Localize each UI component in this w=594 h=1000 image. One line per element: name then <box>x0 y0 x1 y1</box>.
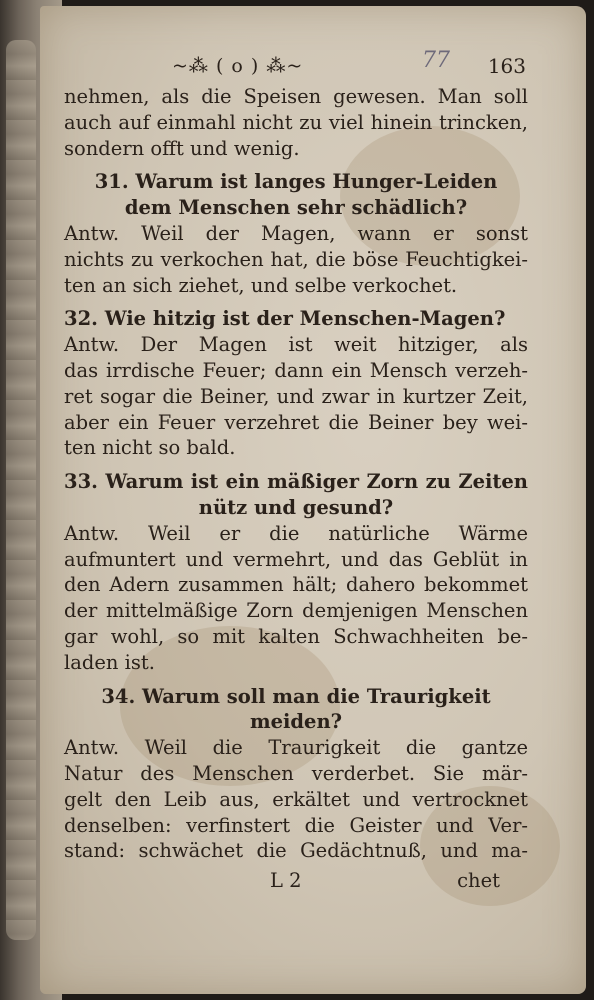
answer-line: gar wohl, so mit kalten Schwachheiten be- <box>64 624 528 648</box>
question-33 <box>64 469 528 675</box>
question-line: nütz und gesund? <box>198 495 394 519</box>
answer-line: gelt den Leib aus, erkältet und vertrocknet <box>64 787 528 811</box>
text-line: nehmen, als die Speisen gewesen. Man soll <box>64 85 528 108</box>
text-line: auch auf einmahl nicht zu viel hinein trincken, <box>64 110 528 134</box>
answer-line: ten nicht so bald. <box>64 436 236 460</box>
answer-line: nichts zu verkochen hat, die böse Feuchtigkei- <box>64 247 528 271</box>
answer-line: Antw. Weil die Traurigkeit die gantze <box>64 736 528 760</box>
answer-line: Natur des Menschen verderbet. Sie mär- <box>64 761 528 785</box>
question-line: 32. Wie hitzig ist der Menschen-Magen? <box>64 307 506 331</box>
answer-line: aber ein Feuer verzehret die Beiner bey wei- <box>64 410 528 434</box>
page-number: 163 <box>487 54 526 78</box>
answer-line: das irrdische Feuer; dann ein Mensch verzeh- <box>64 358 528 382</box>
question-line: 34. Warum soll man die Traurigkeit <box>101 684 491 708</box>
page-header <box>64 48 528 84</box>
answer-line: stand: schwächet die Gedächtnuß, und ma- <box>64 839 528 863</box>
answer-line: ten an sich ziehet, und selbe verkochet. <box>64 273 458 297</box>
answer-line: Antw. Der Magen ist weit hitziger, als <box>64 333 528 357</box>
signature-mark: L 2 <box>270 869 302 893</box>
page-text <box>64 48 528 898</box>
handwritten-note: 77 <box>422 48 450 73</box>
header-ornament: ~⁂ ( o ) ⁂~ <box>172 55 304 77</box>
question-line: dem Menschen sehr schädlich? <box>124 196 468 220</box>
question-31 <box>64 169 528 298</box>
answer-line: der mittelmäßige Zorn demjenigen Menschen <box>64 599 528 623</box>
question-line: meiden? <box>249 710 343 734</box>
answer-line: denselben: verfinstert die Geister und Ver- <box>64 813 528 837</box>
question-line: 33. Warum ist ein mäßiger Zorn zu Zeiten <box>64 470 528 494</box>
text-line: sondern offt und wenig. <box>64 136 300 160</box>
catchword: chet <box>457 869 500 893</box>
question-32 <box>64 306 528 461</box>
question-line: 31. Warum ist langes Hunger-Leiden <box>94 170 498 194</box>
answer-line: Antw. Weil er die natürliche Wärme <box>64 521 528 545</box>
answer-line: Antw. Weil der Magen, wann er sonst <box>64 221 528 245</box>
question-34 <box>64 684 528 865</box>
page-footer <box>64 868 528 898</box>
paragraph-intro <box>64 84 528 161</box>
torn-page-edge <box>6 40 36 940</box>
answer-line: aufmuntert und vermehrt, und das Geblüt in <box>64 547 528 571</box>
answer-line: den Adern zusammen hält; dahero bekommet <box>64 573 528 597</box>
answer-line: ret sogar die Beiner, und zwar in kurtzer Zeit, <box>64 384 528 408</box>
answer-line: laden ist. <box>64 650 155 674</box>
